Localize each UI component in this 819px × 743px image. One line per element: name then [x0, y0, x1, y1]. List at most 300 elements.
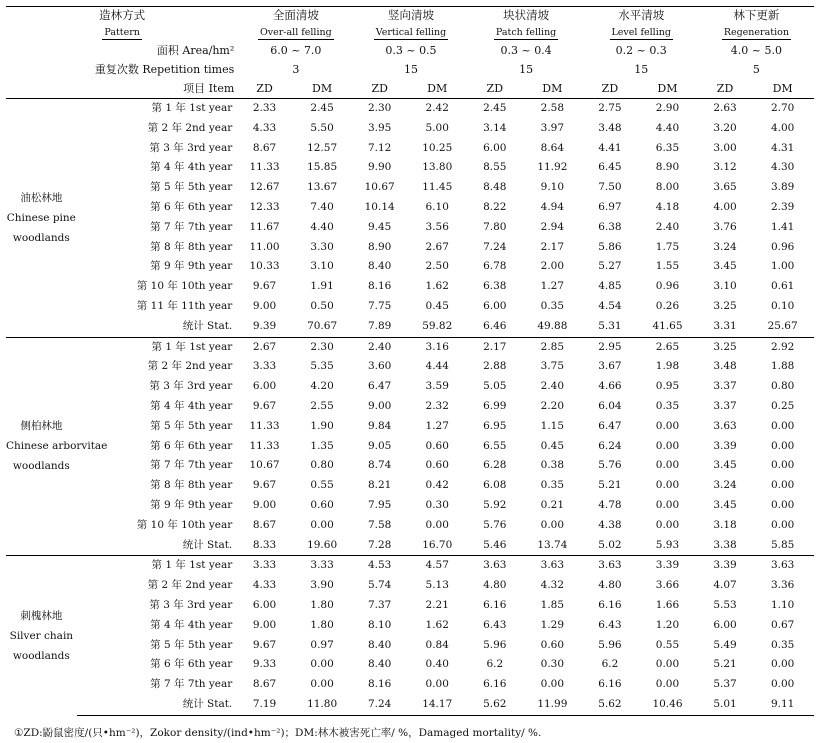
dm-value: 0.95 [655, 380, 680, 393]
zd-value: 12.33 [249, 200, 280, 213]
method-en-4: Level felling [611, 27, 671, 38]
zd-value: 5.86 [598, 240, 622, 253]
zd-value: 5.76 [598, 459, 622, 472]
repetition-value-3: 15 [519, 63, 534, 76]
zd-value: 5.21 [713, 658, 737, 671]
row-label: 第 7 年 7th year [150, 678, 233, 691]
dm-value: 4.40 [655, 121, 680, 134]
dm-value: 5.93 [655, 538, 680, 551]
dm-value: 7.40 [310, 200, 334, 213]
zd-value: 7.50 [598, 181, 622, 194]
row-label: 第 9 年 9th year [150, 260, 233, 273]
zd-header: ZD [256, 82, 273, 95]
row-label: 第 1 年 1st year [77, 99, 239, 119]
row-label: 第 6 年 6th year [150, 439, 233, 452]
zd-value: 7.37 [367, 598, 392, 611]
dm-value: 2.21 [425, 598, 449, 611]
repetition-row [6, 60, 814, 79]
dm-value: 3.63 [751, 556, 814, 576]
zd-value: 3.33 [252, 360, 277, 373]
dm-value: 2.67 [425, 240, 449, 253]
item-header-row [6, 79, 814, 99]
zd-value: 3.37 [713, 399, 737, 412]
zd-value: 5.31 [598, 319, 622, 332]
dm-value: 0.00 [655, 479, 680, 492]
dm-value: 2.90 [636, 99, 699, 119]
row-label: 统计 Stat. [182, 319, 233, 332]
dm-value: 1.80 [310, 598, 334, 611]
woodland-label [6, 556, 77, 715]
zd-value: 10.67 [249, 459, 280, 472]
dm-value: 3.59 [425, 380, 449, 393]
woodland-label [6, 99, 77, 338]
dm-value: 0.00 [310, 678, 334, 691]
zd-value: 8.10 [367, 618, 392, 631]
woodland-name-en2: woodlands [12, 231, 70, 244]
table-row [6, 119, 814, 139]
dm-value: 11.80 [291, 695, 354, 715]
dm-value: 0.60 [540, 638, 565, 651]
dm-value: 0.00 [655, 498, 680, 511]
dm-value: 3.33 [291, 556, 354, 576]
dm-value: 0.60 [425, 439, 449, 452]
zd-value: 5.74 [367, 579, 392, 592]
dm-value: 0.00 [310, 518, 334, 531]
dm-value: 2.50 [425, 260, 449, 273]
method-en-1: Over-all felling [259, 27, 332, 38]
zd-value: 7.28 [367, 538, 392, 551]
item-label: 项目 Item [183, 82, 235, 95]
table-row [6, 277, 814, 297]
dm-value: 9.11 [751, 695, 814, 715]
method-en-3: Patch felling [495, 27, 557, 38]
dm-value: 2.65 [636, 337, 699, 357]
zd-value: 6.16 [483, 678, 507, 691]
zd-value: 6.78 [483, 260, 507, 273]
woodland-name-cn: 油松林地 [20, 191, 63, 204]
table-row [6, 456, 814, 476]
dm-value: 2.30 [291, 337, 354, 357]
zd-value: 8.40 [367, 260, 392, 273]
row-label: 第 7 年 7th year [150, 459, 233, 472]
dm-value: 6.35 [655, 141, 680, 154]
dm-value: 0.00 [770, 479, 795, 492]
row-label: 第 2 年 2nd year [147, 121, 233, 134]
zd-value: 5.01 [699, 695, 752, 715]
row-label: 第 1 年 1st year [77, 556, 239, 576]
dm-value: 0.00 [770, 419, 795, 432]
dm-value: 1.00 [770, 260, 795, 273]
table-row [6, 317, 814, 337]
zd-value: 3.76 [713, 220, 737, 233]
dm-value: 0.84 [425, 638, 449, 651]
zd-value: 6.00 [252, 380, 277, 393]
area-value-3: 0.3 ~ 0.4 [500, 44, 552, 57]
row-label: 第 4 年 4th year [150, 161, 233, 174]
dm-value: 11.99 [521, 695, 584, 715]
dm-value: 0.00 [655, 658, 680, 671]
woodland-name-en1: Chinese arborvitae [6, 440, 108, 453]
dm-value: 3.89 [770, 181, 795, 194]
zd-value: 2.67 [238, 337, 291, 357]
zd-header: ZD [716, 82, 734, 95]
dm-value: 0.55 [310, 479, 334, 492]
dm-value: 3.30 [310, 240, 334, 253]
zd-value: 4.85 [598, 280, 622, 293]
zd-value: 5.37 [713, 678, 737, 691]
zd-value: 2.63 [699, 99, 752, 119]
zd-value: 3.00 [713, 141, 737, 154]
dm-value: 1.62 [425, 618, 449, 631]
zd-value: 3.24 [713, 240, 737, 253]
dm-value: 10.46 [636, 695, 699, 715]
dm-value: 1.10 [770, 598, 795, 611]
zd-value: 9.67 [252, 638, 277, 651]
dm-value: 1.15 [540, 419, 565, 432]
dm-value: 0.26 [655, 299, 680, 312]
dm-value: 9.10 [540, 181, 565, 194]
zd-value: 5.05 [483, 380, 507, 393]
dm-value: 12.57 [307, 141, 338, 154]
zd-header: ZD [486, 82, 504, 95]
zd-value: 6.38 [483, 280, 507, 293]
table-row [6, 238, 814, 258]
zd-value: 4.78 [598, 498, 622, 511]
dm-value: 0.42 [425, 479, 449, 492]
dm-value: 1.35 [310, 439, 334, 452]
row-label: 统计 Stat. [77, 695, 239, 715]
zd-value: 8.16 [367, 678, 392, 691]
zd-value: 11.33 [249, 161, 280, 174]
dm-value: 0.50 [310, 299, 334, 312]
woodland-name-cn: 侧柏林地 [20, 420, 63, 433]
row-label: 第 3 年 3rd year [149, 380, 233, 393]
dm-value: 0.45 [425, 299, 449, 312]
dm-value: 0.00 [770, 518, 795, 531]
dm-header: DM [312, 82, 333, 95]
zd-value: 10.33 [249, 260, 280, 273]
zd-value: 6.95 [483, 419, 507, 432]
zd-value: 6.46 [483, 319, 507, 332]
table-row [6, 158, 814, 178]
zd-value: 9.67 [252, 479, 277, 492]
dm-value: 1.27 [425, 419, 449, 432]
zd-value: 6.16 [598, 598, 622, 611]
dm-value: 19.60 [307, 538, 338, 551]
data-table-page [6, 6, 814, 739]
zd-value: 10.14 [364, 200, 395, 213]
dm-value: 3.16 [406, 337, 469, 357]
zd-value: 6.28 [483, 459, 507, 472]
dm-value: 59.82 [422, 319, 453, 332]
zd-value: 7.24 [483, 240, 507, 253]
zd-value: 5.53 [713, 598, 737, 611]
row-label: 第 5 年 5th year [150, 638, 233, 651]
row-label: 第 3 年 3rd year [149, 598, 233, 611]
zd-value: 3.37 [713, 380, 737, 393]
zd-value: 3.65 [713, 181, 737, 194]
table-row [6, 218, 814, 238]
table-row [6, 297, 814, 317]
zd-value: 3.45 [713, 260, 737, 273]
dm-value: 1.20 [655, 618, 680, 631]
table-row [6, 417, 814, 437]
dm-value: 1.29 [540, 618, 565, 631]
dm-value: 11.92 [537, 161, 568, 174]
dm-value: 4.31 [770, 141, 795, 154]
row-label: 统计 Stat. [182, 538, 233, 551]
zd-header: ZD [371, 82, 388, 95]
zd-value: 3.63 [469, 556, 522, 576]
zd-value: 7.75 [367, 299, 392, 312]
dm-header: DM [657, 82, 678, 95]
dm-value: 0.00 [540, 678, 565, 691]
dm-value: 13.80 [422, 161, 453, 174]
table-row [6, 139, 814, 159]
dm-value: 1.98 [655, 360, 680, 373]
zd-value: 3.45 [713, 498, 737, 511]
dm-value: 4.94 [540, 200, 565, 213]
zd-value: 9.33 [252, 658, 277, 671]
zd-value: 4.33 [252, 121, 277, 134]
table-row [6, 655, 814, 675]
zd-value: 3.12 [713, 161, 737, 174]
dm-value: 0.40 [425, 658, 449, 671]
dm-value: 5.00 [425, 121, 449, 134]
dm-value: 0.96 [770, 240, 795, 253]
zd-value: 3.14 [483, 121, 507, 134]
zd-value: 8.40 [367, 658, 392, 671]
repetition-label: 重复次数 Repetition times [94, 63, 235, 76]
zd-value: 6.00 [483, 141, 507, 154]
zd-value: 2.95 [584, 337, 637, 357]
row-label: 第 8 年 8th year [150, 240, 233, 253]
pattern-label-cn: 造林方式 [6, 7, 238, 25]
table-row [6, 616, 814, 636]
header-row-en [6, 24, 814, 41]
method-cn-5: 林下更新 [699, 7, 814, 25]
dm-value: 0.00 [770, 459, 795, 472]
zd-value: 6.08 [483, 479, 507, 492]
dm-value: 5.35 [310, 360, 334, 373]
method-en-5: Regeneration [723, 27, 789, 38]
table-row [6, 576, 814, 596]
table-row [6, 198, 814, 218]
zd-value: 2.88 [483, 360, 507, 373]
row-label: 第 2 年 2nd year [147, 579, 233, 592]
dm-value: 0.96 [655, 280, 680, 293]
zd-value: 3.39 [699, 556, 752, 576]
zd-value: 7.24 [353, 695, 406, 715]
dm-value: 0.80 [770, 380, 795, 393]
row-label: 第 5 年 5th year [150, 181, 233, 194]
dm-value: 1.27 [540, 280, 565, 293]
table-row [6, 556, 814, 576]
table-row [6, 99, 814, 119]
table-row [6, 257, 814, 277]
dm-value: 0.00 [655, 678, 680, 691]
dm-value: 0.00 [770, 498, 795, 511]
zd-value: 3.38 [713, 538, 737, 551]
table-row [6, 596, 814, 616]
zd-value: 2.30 [353, 99, 406, 119]
dm-value: 2.42 [406, 99, 469, 119]
zd-value: 3.18 [713, 518, 737, 531]
zd-value: 3.63 [584, 556, 637, 576]
dm-value: 2.55 [310, 399, 334, 412]
method-cn-2: 竖向清坡 [353, 7, 468, 25]
dm-value: 3.97 [540, 121, 565, 134]
zd-value: 8.55 [483, 161, 507, 174]
zd-value: 3.31 [713, 319, 737, 332]
table-row [6, 178, 814, 198]
method-cn-3: 块状清坡 [469, 7, 584, 25]
dm-value: 2.85 [521, 337, 584, 357]
zd-value: 6.99 [483, 399, 507, 412]
area-label: 面积 Area/hm² [156, 44, 235, 57]
footnote: ①ZD:鼢鼠密度/(只•hm⁻²)，Zokor density/(ind•hm⁻²)；DM:林木被害死亡率/ %，Damaged mortality/ %. [14, 727, 542, 739]
dm-value: 2.45 [291, 99, 354, 119]
dm-value: 4.30 [770, 161, 795, 174]
dm-value: 1.80 [310, 618, 334, 631]
dm-value: 10.25 [422, 141, 453, 154]
dm-value: 1.75 [655, 240, 680, 253]
dm-value: 0.35 [540, 479, 565, 492]
dm-value: 0.45 [540, 439, 565, 452]
zd-value: 6.16 [483, 598, 507, 611]
dm-value: 0.00 [655, 459, 680, 472]
zd-value: 7.80 [483, 220, 507, 233]
zd-value: 8.16 [367, 280, 392, 293]
dm-value: 3.10 [310, 260, 334, 273]
zd-value: 8.33 [252, 538, 277, 551]
zd-value: 4.54 [598, 299, 622, 312]
row-label: 第 5 年 5th year [150, 419, 233, 432]
dm-value: 3.39 [636, 556, 699, 576]
zd-value: 6.2 [601, 658, 619, 671]
zd-value: 8.22 [483, 200, 507, 213]
table-row [6, 337, 814, 357]
dm-value: 0.38 [540, 459, 565, 472]
zd-value: 6.97 [598, 200, 622, 213]
zd-value: 6.38 [598, 220, 622, 233]
zd-value: 6.00 [483, 299, 507, 312]
zd-value: 7.19 [238, 695, 291, 715]
dm-value: 1.66 [655, 598, 680, 611]
zd-value: 9.84 [367, 419, 392, 432]
table-row [6, 636, 814, 656]
zd-value: 3.63 [713, 419, 737, 432]
zd-value: 5.46 [483, 538, 507, 551]
zd-value: 11.33 [249, 419, 280, 432]
row-label: 第 4 年 4th year [150, 399, 233, 412]
zd-value: 11.00 [249, 240, 280, 253]
dm-value: 0.00 [770, 439, 795, 452]
dm-value: 3.36 [770, 579, 795, 592]
zd-value: 3.25 [713, 299, 737, 312]
dm-value: 4.57 [406, 556, 469, 576]
woodland-name-en2: woodlands [12, 649, 70, 662]
zd-value: 5.02 [598, 538, 622, 551]
pattern-label-en: Pattern [104, 27, 140, 38]
dm-value: 5.85 [770, 538, 795, 551]
area-value-5: 4.0 ~ 5.0 [730, 44, 782, 57]
dm-value: 2.92 [751, 337, 814, 357]
zd-value: 9.67 [252, 399, 277, 412]
dm-value: 4.32 [540, 579, 565, 592]
dm-value: 41.65 [652, 319, 683, 332]
zd-value: 2.17 [469, 337, 522, 357]
dm-value: 0.21 [540, 498, 565, 511]
zd-value: 5.62 [469, 695, 522, 715]
dm-value: 2.58 [521, 99, 584, 119]
dm-value: 2.94 [540, 220, 565, 233]
row-label: 第 10 年 10th year [136, 518, 233, 531]
dm-value: 4.20 [310, 380, 334, 393]
zd-value: 5.92 [483, 498, 507, 511]
dm-value: 2.20 [540, 399, 565, 412]
area-value-2: 0.3 ~ 0.5 [385, 44, 437, 57]
dm-value: 0.35 [655, 399, 680, 412]
zd-value: 9.90 [367, 161, 392, 174]
dm-value: 0.55 [655, 638, 680, 651]
repetition-value-5: 5 [752, 63, 760, 76]
dm-value: 1.88 [770, 360, 795, 373]
zd-value: 9.00 [367, 399, 392, 412]
area-value-1: 6.0 ~ 7.0 [270, 44, 322, 57]
table-row [6, 536, 814, 556]
zd-value: 4.53 [353, 556, 406, 576]
row-label: 第 1 年 1st year [77, 337, 239, 357]
zd-value: 3.60 [367, 360, 392, 373]
dm-value: 0.00 [655, 419, 680, 432]
dm-value: 0.00 [655, 518, 680, 531]
dm-value: 1.85 [540, 598, 565, 611]
dm-value: 4.40 [310, 220, 334, 233]
dm-value: 11.45 [422, 181, 453, 194]
zd-value: 8.67 [252, 678, 277, 691]
zd-value: 6.47 [598, 419, 622, 432]
row-label: 第 2 年 2nd year [147, 360, 233, 373]
dm-value: 8.90 [655, 161, 680, 174]
dm-value: 70.67 [307, 319, 338, 332]
table-row [6, 357, 814, 377]
dm-value: 1.41 [770, 220, 795, 233]
zd-value: 5.21 [598, 479, 622, 492]
dm-value: 4.18 [655, 200, 680, 213]
dm-value: 3.75 [540, 360, 565, 373]
dm-header: DM [542, 82, 563, 95]
dm-value: 13.67 [307, 181, 338, 194]
dm-value: 25.67 [767, 319, 798, 332]
dm-header: DM [772, 82, 793, 95]
zd-header: ZD [601, 82, 619, 95]
dm-value: 0.00 [425, 678, 449, 691]
dm-value: 1.55 [655, 260, 680, 273]
table-row [6, 437, 814, 457]
dm-value: 0.97 [310, 638, 334, 651]
table-row [6, 377, 814, 397]
dm-value: 16.70 [422, 538, 453, 551]
zd-value: 6.55 [483, 439, 507, 452]
repetition-value-1: 3 [292, 63, 300, 76]
zd-value: 9.00 [252, 299, 277, 312]
zd-value: 9.39 [252, 319, 277, 332]
dm-value: 2.00 [540, 260, 565, 273]
dm-value: 4.44 [425, 360, 449, 373]
zd-value: 4.66 [598, 380, 622, 393]
dm-value: 13.74 [537, 538, 568, 551]
